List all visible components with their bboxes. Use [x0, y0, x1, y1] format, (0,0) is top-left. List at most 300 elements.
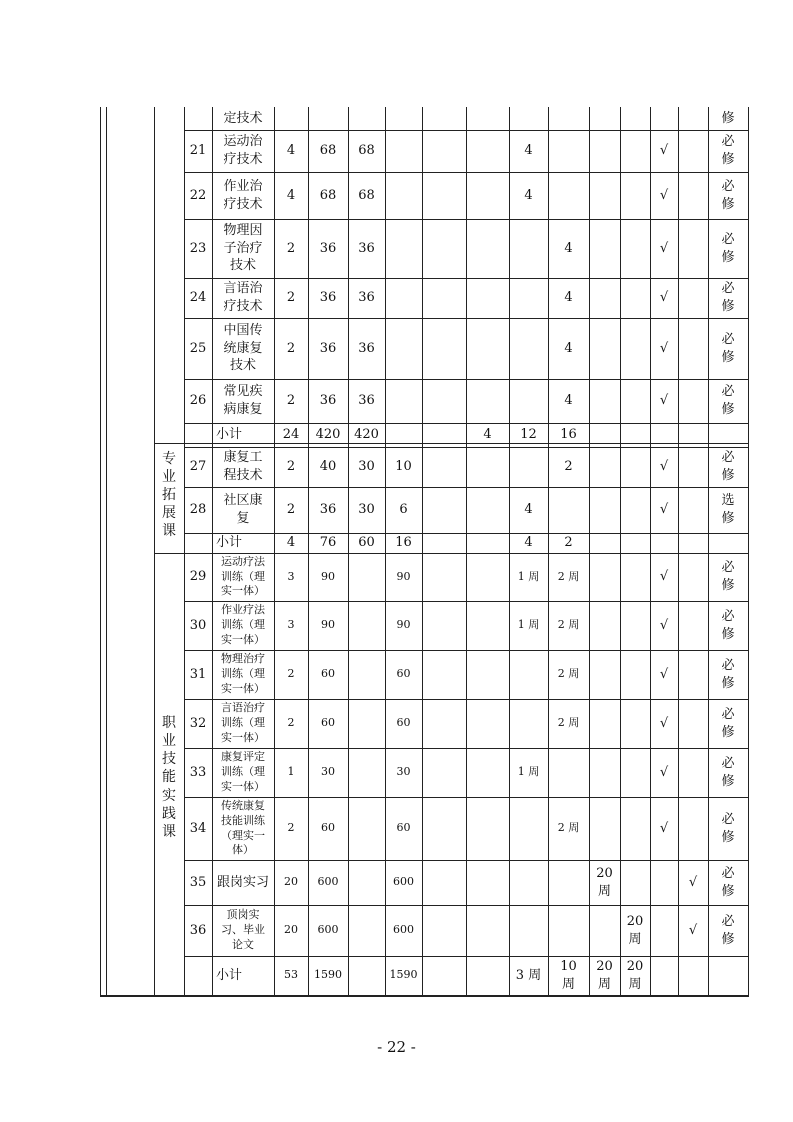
subtotal-name-cell: 小计 [215, 427, 242, 443]
course-s2-cell [466, 553, 509, 601]
course-s3-cell: 1 周 [517, 618, 540, 632]
course-practice-cell [385, 219, 422, 278]
course-credits-cell [274, 107, 308, 130]
course-s5-cell [589, 107, 620, 130]
subtotal-exam-cell [650, 533, 678, 553]
course-name-cell: 运动治 疗技术 [223, 134, 263, 167]
course-num-cell [184, 107, 212, 130]
course-s6-cell [620, 318, 650, 379]
course-credits-cell: 4 [286, 187, 296, 203]
course-name-cell: 中国传 统康复 技术 [223, 323, 263, 374]
course-check-cell [678, 699, 708, 748]
course-num-cell: 23 [189, 240, 207, 256]
course-practice-cell: 60 [396, 667, 411, 681]
course-check-cell [678, 553, 708, 601]
course-s1-cell [422, 447, 466, 487]
course-s4-cell: 4 [564, 240, 573, 256]
course-credits-cell: 2 [286, 240, 296, 256]
page-number: - 22 - [377, 1038, 416, 1056]
subtotal-s4-cell: 16 [560, 427, 577, 443]
course-practice-cell: 600 [393, 875, 414, 889]
course-type-cell: 必 修 [721, 560, 735, 593]
course-num-cell: 21 [189, 143, 207, 159]
course-theory-cell [348, 553, 385, 601]
course-total-cell: 90 [321, 569, 335, 583]
subtotal-s5-cell [589, 423, 620, 447]
course-s1-cell [422, 553, 466, 601]
course-s3-cell [509, 379, 548, 423]
course-s5-cell [589, 487, 620, 533]
course-s5-cell [589, 553, 620, 601]
course-s5-cell [589, 905, 620, 956]
course-check-cell [678, 130, 708, 172]
subtotal-s6-cell: 20 周 [626, 958, 644, 992]
course-s5-cell [589, 601, 620, 650]
course-num-cell: 33 [189, 764, 207, 780]
subtotal-exam-cell [650, 956, 678, 995]
course-s3-cell [509, 905, 548, 956]
course-s3-cell [509, 860, 548, 905]
course-exam-cell: √ [659, 764, 669, 780]
course-s3-cell [509, 447, 548, 487]
course-s5-cell [589, 748, 620, 797]
course-theory-cell [348, 107, 385, 130]
course-practice-cell [385, 172, 422, 219]
course-s4-cell: 4 [564, 290, 573, 306]
course-num-cell: 36 [189, 922, 207, 938]
course-practice-cell [385, 379, 422, 423]
course-type-cell: 必 修 [721, 657, 735, 691]
course-total-cell: 60 [321, 821, 335, 835]
course-name-cell: 物理治疗 训练（理 实一体） [221, 652, 265, 695]
course-s1-cell [422, 278, 466, 318]
course-exam-cell [650, 107, 678, 130]
course-exam-cell: √ [659, 240, 669, 256]
subtotal-type-cell [708, 956, 748, 995]
grid-line-v [748, 107, 749, 995]
course-s5-cell [589, 699, 620, 748]
course-s4-cell [548, 905, 589, 956]
course-total-cell: 30 [321, 765, 335, 779]
subtotal-s4-cell: 2 [564, 535, 573, 551]
course-name-cell: 作业疗法 训练（理 实一体） [221, 603, 265, 646]
course-s2-cell [466, 107, 509, 130]
course-s2-cell [466, 797, 509, 860]
course-s6-cell [620, 130, 650, 172]
course-credits-cell: 1 [287, 765, 295, 779]
course-practice-cell: 90 [396, 569, 411, 583]
subtotal-s3-cell: 4 [524, 535, 533, 551]
course-type-cell: 必 修 [721, 608, 735, 642]
course-type-cell: 必 修 [721, 281, 735, 314]
course-practice-cell [385, 107, 422, 130]
course-exam-cell: √ [659, 143, 669, 159]
subtotal-name-cell: 小计 [215, 535, 242, 551]
subtotal-type-cell [708, 423, 748, 447]
course-credits-cell: 2 [286, 340, 296, 356]
course-check-cell: √ [688, 922, 698, 938]
course-s5-cell [589, 447, 620, 487]
course-type-cell: 必 修 [721, 755, 735, 789]
subtotal-s2-cell: 4 [483, 427, 492, 443]
course-s3-cell: 1 周 [517, 569, 540, 583]
course-s6-cell [620, 447, 650, 487]
course-name-cell: 顶岗实 习、毕业 论文 [221, 908, 265, 951]
course-s6-cell [620, 860, 650, 905]
course-s1-cell [422, 650, 466, 699]
course-practice-cell: 90 [396, 618, 411, 632]
course-s6-cell [620, 107, 650, 130]
course-credits-cell: 3 [287, 618, 295, 632]
course-check-cell: √ [688, 874, 698, 890]
course-type-cell: 必 修 [721, 384, 735, 417]
course-num-cell: 28 [189, 502, 207, 518]
course-theory-cell [348, 905, 385, 956]
course-s5-cell [589, 278, 620, 318]
course-s5-cell: 20 周 [596, 865, 613, 899]
grid-line-v [100, 107, 101, 995]
course-theory-cell [348, 650, 385, 699]
course-s2-cell [466, 447, 509, 487]
course-s2-cell [466, 748, 509, 797]
course-name-cell: 跟岗实习 [216, 874, 269, 890]
course-num-cell: 22 [189, 187, 207, 203]
course-total-cell: 68 [319, 187, 337, 203]
course-type-cell: 必 修 [721, 331, 735, 365]
course-type-cell: 必 修 [721, 178, 735, 212]
course-s4-cell [548, 860, 589, 905]
course-practice-cell: 600 [393, 923, 414, 937]
course-theory-cell: 68 [358, 143, 375, 159]
course-theory-cell [348, 797, 385, 860]
course-check-cell [678, 318, 708, 379]
subtotal-s1-cell [422, 533, 466, 553]
subtotal-s3-cell: 12 [520, 427, 537, 443]
course-s4-cell: 2 周 [557, 821, 580, 835]
subtotal-practice-cell: 16 [395, 535, 412, 551]
course-s6-cell [620, 797, 650, 860]
course-s4-cell: 2 周 [557, 716, 580, 730]
course-s2-cell [466, 130, 509, 172]
course-practice-cell: 30 [396, 765, 411, 779]
course-practice-cell: 10 [395, 459, 412, 475]
course-practice-cell [385, 318, 422, 379]
course-total-cell: 36 [319, 240, 337, 256]
course-s2-cell [466, 219, 509, 278]
subtotal-theory-cell [348, 956, 385, 995]
course-num-cell: 29 [189, 569, 207, 585]
course-practice-cell [385, 130, 422, 172]
course-name-cell: 传统康复 技能训练 （理实一 体） [221, 798, 265, 857]
course-total-cell: 60 [321, 667, 335, 681]
course-theory-cell: 36 [358, 290, 375, 306]
course-s1-cell [422, 318, 466, 379]
course-s3-cell [509, 278, 548, 318]
subtotal-s6-cell [620, 533, 650, 553]
course-name-cell: 常见疾 病康复 [223, 384, 263, 417]
course-type-cell: 必 修 [721, 450, 735, 483]
course-practice-cell: 6 [399, 502, 408, 518]
course-s2-cell [466, 487, 509, 533]
subtotal-total-cell: 1590 [314, 968, 342, 982]
course-name-cell: 定技术 [223, 110, 263, 126]
subtotal-total-cell: 420 [315, 427, 341, 443]
course-s4-cell: 4 [564, 393, 573, 409]
course-s3-cell: 4 [524, 143, 533, 159]
subtotal-s5-cell: 20 周 [596, 958, 613, 992]
course-name-cell: 言语治 疗技术 [223, 281, 263, 314]
course-s4-cell [548, 487, 589, 533]
course-s4-cell [548, 130, 589, 172]
course-s5-cell [589, 379, 620, 423]
course-check-cell [678, 650, 708, 699]
course-s5-cell [589, 130, 620, 172]
course-name-cell: 作业治 疗技术 [223, 178, 263, 212]
course-credits-cell: 2 [286, 290, 296, 306]
course-theory-cell: 30 [358, 459, 375, 475]
course-name-cell: 物理因 子治疗 技术 [223, 223, 263, 274]
course-theory-cell: 36 [358, 240, 375, 256]
course-credits-cell: 20 [284, 875, 298, 889]
course-theory-cell [348, 601, 385, 650]
course-s1-cell [422, 699, 466, 748]
course-s2-cell [466, 318, 509, 379]
course-credits-cell: 2 [287, 667, 295, 681]
course-s1-cell [422, 130, 466, 172]
course-s5-cell [589, 650, 620, 699]
course-exam-cell: √ [659, 290, 669, 306]
course-check-cell [678, 447, 708, 487]
course-s4-cell [548, 748, 589, 797]
course-s1-cell [422, 797, 466, 860]
course-total-cell: 60 [321, 716, 335, 730]
subtotal-theory-cell: 60 [358, 535, 375, 551]
subtotal-practice-cell [385, 423, 422, 447]
course-num-cell: 27 [189, 459, 207, 475]
course-s1-cell [422, 748, 466, 797]
course-name-cell: 运动疗法 训练（理 实一体） [221, 554, 265, 598]
course-credits-cell: 2 [287, 821, 295, 835]
course-exam-cell: √ [659, 820, 669, 836]
course-s1-cell [422, 172, 466, 219]
course-check-cell [678, 601, 708, 650]
course-s6-cell [620, 553, 650, 601]
course-check-cell [678, 172, 708, 219]
course-theory-cell [348, 699, 385, 748]
course-exam-cell: √ [659, 393, 669, 409]
course-s6-cell: 20 周 [626, 913, 644, 947]
course-check-cell [678, 278, 708, 318]
subtotal-credits-cell: 53 [284, 968, 298, 982]
course-credits-cell: 3 [287, 569, 295, 583]
course-exam-cell: √ [659, 459, 669, 475]
course-s2-cell [466, 905, 509, 956]
course-s3-cell [509, 650, 548, 699]
course-type-cell: 必 修 [721, 913, 735, 947]
course-num-cell: 25 [189, 340, 207, 356]
course-s6-cell [620, 379, 650, 423]
course-name-cell: 康复工 程技术 [223, 450, 263, 483]
course-practice-cell [385, 278, 422, 318]
course-check-cell [678, 107, 708, 130]
subtotal-s1-cell [422, 423, 466, 447]
course-s4-cell: 4 [564, 340, 573, 356]
course-exam-cell: √ [659, 666, 669, 682]
course-type-cell: 必 修 [721, 865, 735, 899]
course-type-cell: 必 修 [721, 706, 735, 740]
course-s4-cell [548, 172, 589, 219]
course-total-cell: 68 [319, 143, 337, 159]
course-check-cell [678, 748, 708, 797]
subtotal-practice-cell: 1590 [389, 968, 418, 982]
subtotal-name-cell: 小计 [215, 967, 242, 983]
course-credits-cell: 2 [287, 716, 295, 730]
course-name-cell: 社区康 复 [223, 493, 263, 526]
course-name-cell: 言语治疗 训练（理 实一体） [221, 701, 265, 744]
course-num-cell: 31 [189, 666, 207, 682]
course-num-cell: 35 [189, 874, 207, 890]
category-extension-label: 专 业 拓 展 课 [162, 450, 176, 540]
course-s6-cell [620, 487, 650, 533]
course-s6-cell [620, 278, 650, 318]
course-credits-cell: 2 [286, 393, 296, 409]
course-s6-cell [620, 601, 650, 650]
subtotal-type-cell [708, 533, 748, 553]
course-s3-cell [509, 318, 548, 379]
course-total-cell: 600 [317, 923, 339, 937]
course-check-cell [678, 797, 708, 860]
course-total-cell: 90 [321, 618, 335, 632]
course-total-cell [308, 107, 348, 130]
course-check-cell [678, 487, 708, 533]
subtotal-total-cell: 76 [319, 535, 337, 551]
course-s3-cell: 4 [524, 502, 533, 518]
course-num-cell: 32 [189, 715, 207, 731]
course-s6-cell [620, 650, 650, 699]
course-s1-cell [422, 905, 466, 956]
course-total-cell: 36 [319, 393, 337, 409]
course-exam-cell: √ [659, 569, 669, 585]
course-theory-cell: 36 [358, 340, 375, 356]
course-type-cell: 必 修 [721, 231, 735, 265]
course-s6-cell [620, 219, 650, 278]
course-practice-cell: 60 [396, 716, 411, 730]
course-type-cell: 选 修 [721, 493, 735, 526]
course-exam-cell: √ [659, 502, 669, 518]
subtotal-exam-cell [650, 423, 678, 447]
course-type-cell: 必 修 [721, 811, 735, 845]
course-exam-cell: √ [659, 617, 669, 633]
course-s1-cell [422, 219, 466, 278]
course-total-cell: 600 [317, 875, 339, 889]
course-s1-cell [422, 107, 466, 130]
subtotal-s2-cell [466, 956, 509, 995]
course-s6-cell [620, 172, 650, 219]
subtotal-s2-cell [466, 533, 509, 553]
subtotal-s5-cell [589, 533, 620, 553]
course-num-cell: 34 [189, 820, 207, 836]
course-exam-cell [650, 905, 678, 956]
subtotal-credits-cell: 24 [282, 427, 300, 443]
course-s6-cell [620, 748, 650, 797]
course-s5-cell [589, 797, 620, 860]
course-exam-cell: √ [659, 715, 669, 731]
course-credits-cell: 4 [286, 143, 296, 159]
subtotal-check-cell [678, 956, 708, 995]
course-num-cell: 30 [189, 617, 207, 633]
course-s2-cell [466, 172, 509, 219]
course-s4-cell: 2 周 [557, 569, 580, 583]
course-s1-cell [422, 860, 466, 905]
course-s3-cell: 1 周 [517, 765, 540, 779]
course-s4-cell: 2 周 [557, 618, 580, 632]
course-s1-cell [422, 487, 466, 533]
course-total-cell: 36 [319, 340, 337, 356]
subtotal-s6-cell [620, 423, 650, 447]
course-s2-cell [466, 379, 509, 423]
subtotal-theory-cell: 420 [354, 427, 379, 443]
course-theory-cell [348, 748, 385, 797]
subtotal-s3-cell: 3 周 [515, 967, 542, 983]
course-num-cell: 26 [189, 393, 207, 409]
course-total-cell: 36 [319, 290, 337, 306]
course-s4-cell: 2 [564, 459, 573, 475]
course-theory-cell: 36 [358, 393, 375, 409]
course-s2-cell [466, 650, 509, 699]
course-s2-cell [466, 699, 509, 748]
course-credits-cell: 2 [286, 459, 296, 475]
course-s6-cell [620, 699, 650, 748]
course-exam-cell: √ [659, 340, 669, 356]
course-s3-cell: 4 [524, 187, 533, 203]
course-s1-cell [422, 379, 466, 423]
course-s3-cell [509, 107, 548, 130]
course-theory-cell: 68 [358, 187, 375, 203]
course-s3-cell [509, 699, 548, 748]
course-s5-cell [589, 172, 620, 219]
course-s2-cell [466, 860, 509, 905]
course-credits-cell: 2 [286, 502, 296, 518]
course-s4-cell: 2 周 [557, 667, 580, 681]
course-credits-cell: 20 [284, 923, 298, 937]
course-total-cell: 36 [319, 502, 337, 518]
course-type-cell: 修 [721, 110, 735, 126]
subtotal-credits-cell: 4 [286, 535, 296, 551]
grid-line-h [100, 995, 749, 997]
course-check-cell [678, 219, 708, 278]
course-check-cell [678, 379, 708, 423]
subtotal-s1-cell [422, 956, 466, 995]
subtotal-check-cell [678, 533, 708, 553]
grid-line-v [106, 107, 107, 995]
course-num-cell: 24 [189, 290, 207, 306]
category-practice-label: 职 业 技 能 实 践 课 [162, 714, 176, 840]
course-total-cell: 40 [319, 459, 337, 475]
course-s4-cell [548, 107, 589, 130]
course-exam-cell: √ [659, 187, 669, 203]
course-name-cell: 康复评定 训练（理 实一体） [221, 750, 265, 793]
course-s5-cell [589, 318, 620, 379]
course-s5-cell [589, 219, 620, 278]
course-theory-cell: 30 [358, 502, 375, 518]
course-s3-cell [509, 797, 548, 860]
course-theory-cell [348, 860, 385, 905]
course-practice-cell: 60 [396, 821, 411, 835]
course-type-cell: 必 修 [721, 134, 735, 167]
subtotal-check-cell [678, 423, 708, 447]
subtotal-s4-cell: 10 周 [560, 958, 577, 992]
course-s2-cell [466, 278, 509, 318]
